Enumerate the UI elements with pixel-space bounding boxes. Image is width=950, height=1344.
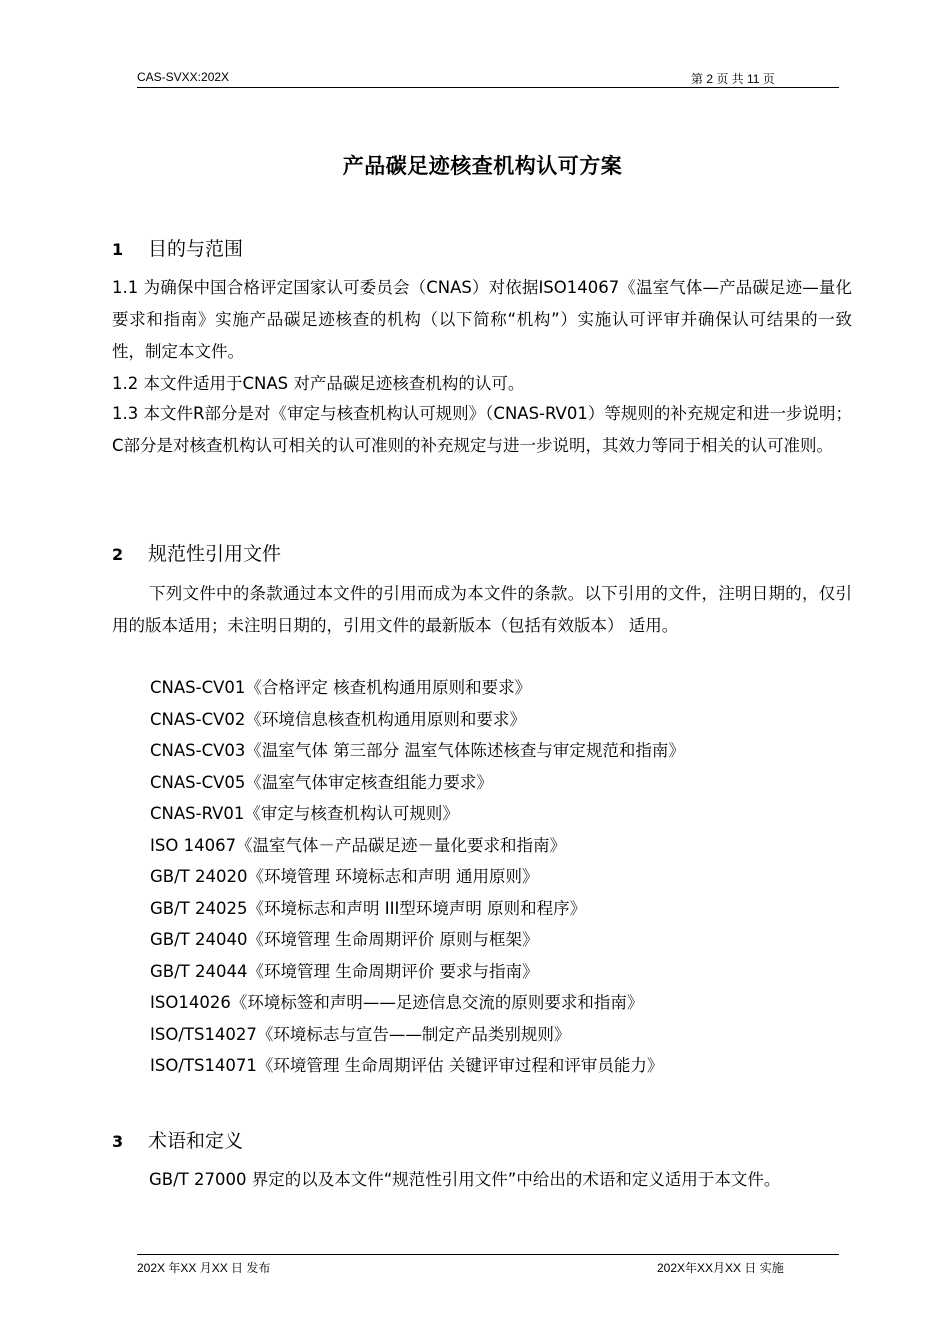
reference-item: CNAS-CV03《温室气体 第三部分 温室气体陈述核查与审定规范和指南》 (150, 741, 685, 760)
reference-list (150, 672, 685, 1082)
header-doc-code: CAS-SVXX:202X (137, 70, 230, 84)
reference-item: ISO 14067《温室气体－产品碳足迹－量化要求和指南》 (150, 835, 567, 855)
section-3-intro: GB/T 27000 界定的以及本文件“规范性引用文件”中给出的术语和定义适用于本文件。 (149, 1170, 781, 1189)
reference-item: CNAS-CV02《环境信息核查机构通用原则和要求》 (150, 709, 526, 729)
section-2-intro: 下列文件中的条款通过本文件的引用而成为本文件的条款。以下引用的文件，注明日期的，仅引用的版本适用；未注明日期的，引用文件的最新版本（包括有效版本） 适用。 (112, 584, 852, 635)
paragraph-1-1: 1.1 为确保中国合格评定国家认可委员会（CNAS）对依据ISO14067《温室气体—产品碳足迹—量化要求和指南》实施产品碳足迹核查的机构（以下简称“机构”）实施认可评审并确保认可结果的一致性，制定本文件。 (112, 278, 852, 361)
header-rule (137, 87, 839, 88)
reference-item: GB/T 24025《环境标志和声明 III型环境声明 原则和程序》 (150, 898, 587, 918)
section-2-heading (112, 539, 281, 566)
footer-rule (137, 1254, 839, 1255)
section-3-heading (112, 1126, 243, 1153)
paragraph-1-2: 1.2 本文件适用于CNAS 对产品碳足迹核查机构的认可。 (112, 374, 525, 393)
section-number: 2 (112, 545, 124, 564)
footer-implement-date: 202X年XX月XX 日 实施 (657, 1261, 784, 1275)
section-number: 3 (112, 1132, 124, 1151)
section-number: 1 (112, 240, 124, 259)
section-title: 规范性引用文件 (148, 543, 282, 565)
footer-publish-date: 202X 年XX 月XX 日 发布 (137, 1261, 271, 1275)
reference-item: GB/T 24044《环境管理 生命周期评价 要求与指南》 (150, 961, 539, 981)
section-1-heading (112, 234, 243, 261)
reference-item: ISO14026《环境标签和声明——足迹信息交流的原则要求和指南》 (150, 993, 644, 1012)
document-title: 产品碳足迹核查机构认可方案 (342, 154, 623, 178)
reference-item: ISO/TS14071《环境管理 生命周期评估 关键评审过程和评审员能力》 (150, 1056, 664, 1075)
section-title: 目的与范围 (148, 238, 244, 260)
paragraph-1-3: 1.3 本文件R部分是对《审定与核查机构认可规则》（CNAS-RV01）等规则的补充规定和进一步说明；C部分是对核查机构认可相关的认可准则的补充规定与进一步说明，其效力等同于相关的认可准则。 (112, 404, 852, 455)
section-title: 术语和定义 (148, 1130, 244, 1152)
reference-item: CNAS-RV01《审定与核查机构认可规则》 (150, 804, 459, 823)
reference-item: ISO/TS14027《环境标志与宣告——制定产品类别规则》 (150, 1024, 571, 1044)
reference-item: CNAS-CV01《合格评定 核查机构通用原则和要求》 (150, 678, 532, 697)
reference-item: CNAS-CV05《温室气体审定核查组能力要求》 (150, 772, 493, 792)
header-page-info: 第 2 页 共 11 页 (691, 72, 775, 86)
reference-item: GB/T 24020《环境管理 环境标志和声明 通用原则》 (150, 867, 539, 886)
reference-item: GB/T 24040《环境管理 生命周期评价 原则与框架》 (150, 930, 539, 949)
